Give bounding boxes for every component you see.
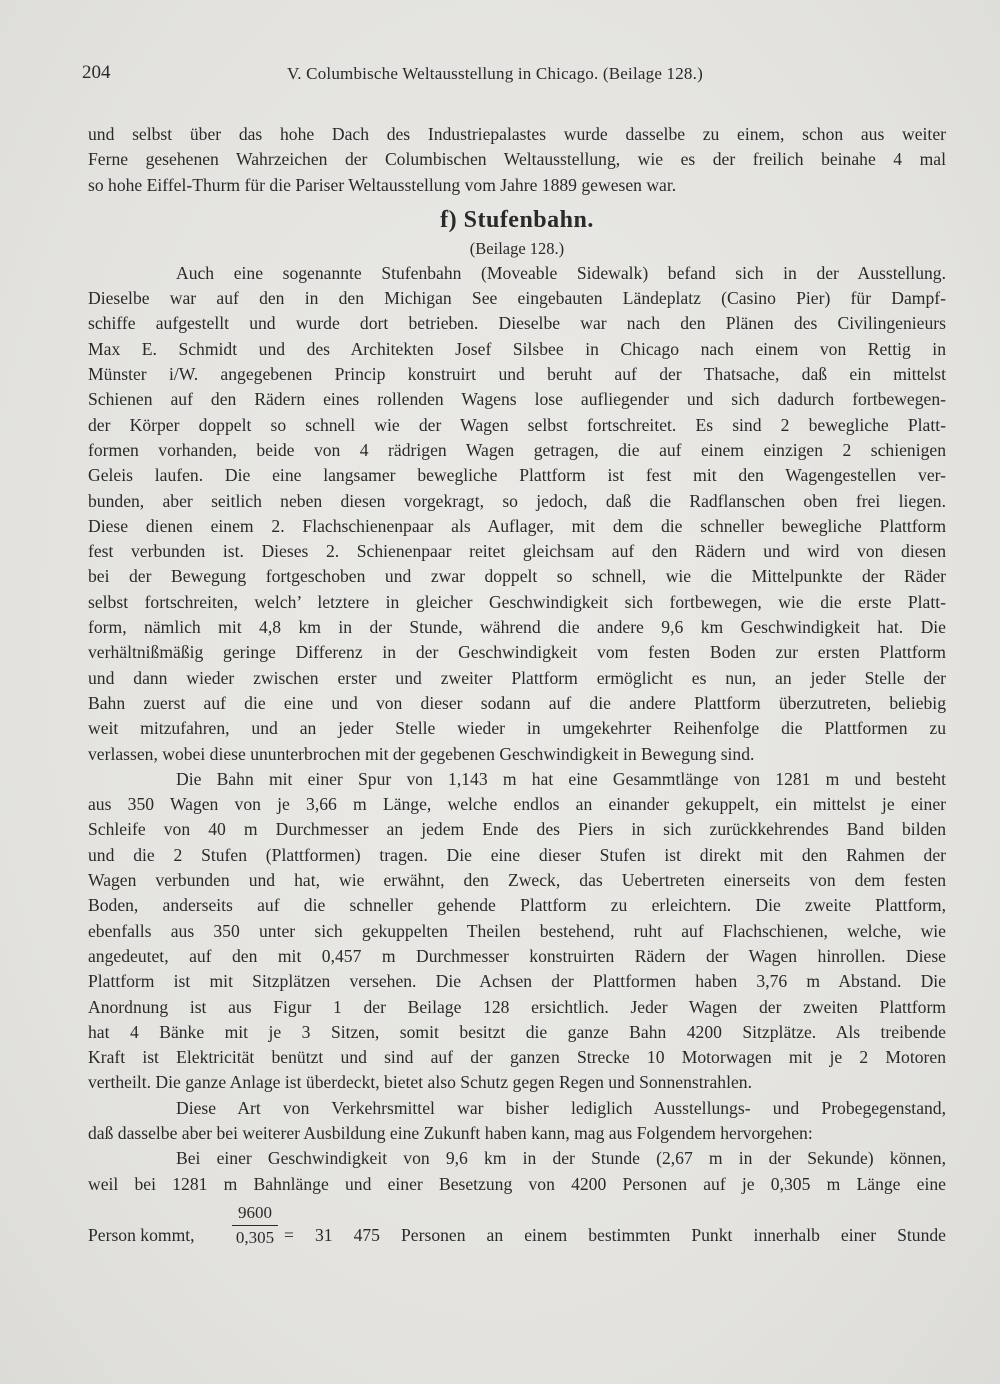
text-line: Diese dienen einem 2. Flachschienenpaar als Auflager, mit dem die schneller bewegliche Plattform [88,515,946,536]
formula-lead: Person kommt, [88,1224,195,1245]
text-line: selbst fortschreiten, welch’ letztere in gleicher Geschwindigkeit sich fortbewegen, wie die erste Platt- [88,591,946,612]
text-line: Diese Art von Verkehrsmittel war bisher lediglich Ausstellungs- und Probegegenstand, [176,1097,946,1118]
text-line: Die Bahn mit einer Spur von 1,143 m hat eine Gesammtlänge von 1281 m und besteht [176,768,946,789]
text-line: Geleis laufen. Die eine langsamer bewegliche Plattform ist fest mit den Wagengestellen ver- [88,465,946,486]
text-line: hat 4 Bänke mit je 3 Sitzen, somit besitzt die ganze Bahn 4200 Sitzplätze. Als treibende [88,1021,946,1042]
text-line: Dieselbe war auf den in den Michigan See eingebauten Ländeplatz (Casino Pier) für Dampf- [88,288,946,309]
text-line: weit mitzufahren, und an jeder Stelle wieder in umgekehrter Reihenfolge die Plattformen zu [88,718,946,739]
text-line: und selbst über das hohe Dach des Industriepalastes wurde dasselbe zu einem, schon aus weiter [88,124,946,144]
text-line: und die 2 Stufen (Plattformen) tragen. Die eine dieser Stufen ist direkt mit den Rahmen der [88,844,946,865]
text-line: daß dasselbe aber bei weiterer Ausbildung eine Zukunft haben kann, mag aus Folgendem hervorgehen: [88,1122,813,1143]
running-title: V. Columbische Weltausstellung in Chicago. (Beilage 128.) [287,64,703,83]
text-line: bei der Bewegung fortgeschoben und zwar doppelt so schnell, wie die Mittelpunkte der Räder [88,566,946,587]
text-line: fest verbunden ist. Dieses 2. Schienenpaar reitet gleichsam auf den Rädern und wird von diesen [88,541,946,562]
page-header [82,62,944,88]
paragraph-1 [88,261,946,767]
text-line: Boden, anderseits auf die schneller gehende Plattform zu erleichtern. Die zweite Plattform, [88,895,946,916]
fraction-denominator: 0,305 [235,1227,275,1247]
text-line: und dann wieder zwischen erster und zweiter Plattform ermöglicht es nun, an jeder Stelle der [88,667,946,688]
text-line: Bei einer Geschwindigkeit von 9,6 km in der Stunde (2,67 m in der Sekunde) können, [176,1148,946,1169]
text-line: Max E. Schmidt und des Architekten Josef Silsbee in Chicago nach einem von Rettig in [88,338,946,359]
fraction [232,1201,278,1250]
paragraph-2 [88,767,946,1096]
paragraph-3 [88,1096,946,1147]
formula-result: = 31 475 Personen an einem bestimmten Punkt innerhalb einer Stunde [284,1224,946,1245]
text-line: form, nämlich mit 4,8 km in der Stunde, während die andere 9,6 km Geschwindigkeit hat. Die [88,617,946,638]
section-title: f) Stufenbahn. [440,206,594,233]
paragraph-4 [88,1146,946,1197]
text-line: Münster i/W. angegebenen Princip konstruirt und beruht auf der Thatsache, daß ein mittelst [88,364,946,385]
text-line: Wagen verbunden und hat, wie erwähnt, den Zweck, das Uebertreten einerseits von dem festen [88,870,946,891]
text-line: Schleife von 40 m Durchmesser an jedem Ende des Piers in sich zurückkehrendes Band bilden [88,819,946,840]
text-line: Bahn zuerst auf die eine und von dieser sodann auf die andere Plattform überzutreten, beliebig [88,692,946,713]
text-line: Anordnung ist aus Figur 1 der Beilage 128 ersichtlich. Jeder Wagen der zweiten Plattform [88,996,946,1017]
text-line: formen vorhanden, beide von 4 rädrigen Wagen getragen, die auf einem einzigen 2 schienigen [88,439,946,460]
text-line: bunden, aber seitlich neben diesen vorgekragt, so jedoch, daß die Radflanschen oben frei liegen. [88,490,946,511]
text-line: Ferne gesehenen Wahrzeichen der Columbischen Weltausstellung, wie es der freilich beinahe 4 mal [88,149,946,170]
text-line: so hohe Eiffel-Thurm für die Pariser Weltausstellung vom Jahre 1889 gewesen war. [88,174,677,195]
text-line: angedeutet, auf den mit 0,457 m Durchmesser konstruirten Rädern der Wagen hinrollen. Diese [88,945,946,966]
text-line: Auch eine sogenannte Stufenbahn (Moveable Sidewalk) befand sich in der Ausstellung. [176,262,946,283]
page-number: 204 [82,62,111,83]
text-line: der Körper doppelt so schnell wie der Wagen selbst fortschreitet. Es sind 2 bewegliche Platt- [88,414,946,435]
text-line: verlassen, wobei diese ununterbrochen mit der gegebenen Geschwindigkeit in Bewegung sind. [88,743,755,764]
text-line: Kraft ist Elektricität benützt und sind auf der ganzen Strecke 10 Motorwagen mit je 2 Motoren [88,1047,946,1068]
text-line: verhältnißmäßig geringe Differenz in der Geschwindigkeit vom festen Boden zur ersten Plattform [88,642,946,663]
text-line: vertheilt. Die ganze Anlage ist überdeckt, bietet also Schutz gegen Regen und Sonnenstrahlen. [88,1072,752,1093]
text-line: weil bei 1281 m Bahnlänge und einer Besetzung von 4200 Personen auf je 0,305 m Länge eine [88,1173,946,1194]
text-line: Schienen auf den Rädern eines rollenden Wagens lose aufliegender und sich dadurch fortbewegen- [88,389,946,410]
formula-line [88,1202,946,1257]
fraction-numerator: 9600 [232,1201,278,1226]
text-line: schiffe aufgestellt und wurde dort betrieben. Dieselbe war nach den Plänen des Civilingenieurs [88,313,946,334]
intro-paragraph [88,122,946,198]
text-line: aus 350 Wagen von je 3,66 m Länge, welche endlos an einander gekuppelt, ein mittelst je einer [88,794,946,815]
text-line: Plattform ist mit Sitzplätzen versehen. Die Achsen der Plattformen haben 3,76 m Abstand. Die [88,971,946,992]
text-line: ebenfalls aus 350 unter sich gekuppelten Theilen bestehend, ruht auf Flachschienen, welche, wie [88,920,946,941]
page-body [88,122,946,1257]
section-subtitle: (Beilage 128.) [469,238,565,258]
